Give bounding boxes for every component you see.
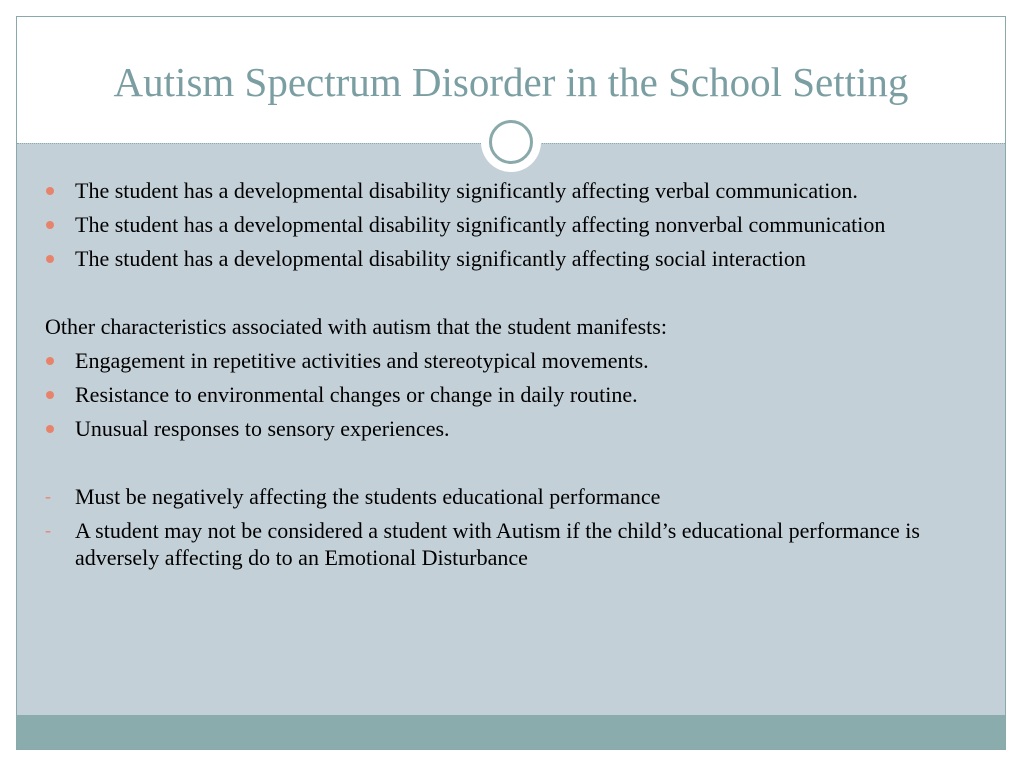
bullet-text: The student has a developmental disability significantly affecting nonverbal communication [75, 212, 886, 237]
bullet-text: Unusual responses to sensory experiences. [75, 416, 450, 441]
bullet-item [17, 415, 1005, 442]
bullet-text: The student has a developmental disability significantly affecting social interaction [75, 246, 806, 271]
bullet-item [17, 245, 1005, 272]
bullet-item [17, 211, 1005, 238]
slide-body [17, 177, 1005, 578]
slide [16, 16, 1006, 750]
spacer [17, 279, 1005, 313]
dash-text: A student may not be considered a student with Autism if the child’s educational performance is adversely affecting do to an Emotional Disturbance [75, 518, 920, 570]
bullet-dot-icon [46, 425, 54, 433]
dash-item [17, 517, 1005, 571]
dash-marker: - [45, 486, 51, 506]
bullet-item [17, 177, 1005, 204]
slide-title: Autism Spectrum Disorder in the School Setting [113, 59, 909, 105]
bullet-item [17, 381, 1005, 408]
bullet-text: Engagement in repetitive activities and stereotypical movements. [75, 348, 649, 373]
spacer [17, 449, 1005, 483]
bullet-dot-icon [46, 255, 54, 263]
bullet-dot-icon [46, 357, 54, 365]
dash-text: Must be negatively affecting the students educational performance [75, 484, 661, 509]
bullet-dot-icon [46, 221, 54, 229]
dash-item [17, 483, 1005, 510]
characteristics-heading: Other characteristics associated with autism that the student manifests: [45, 314, 667, 339]
bullet-text: The student has a developmental disability significantly affecting verbal communication. [75, 178, 858, 203]
bullet-item [17, 347, 1005, 374]
bullet-dot-icon [46, 187, 54, 195]
dash-marker: - [45, 520, 51, 540]
circle-ornament-icon [481, 112, 541, 172]
bullet-text: Resistance to environmental changes or change in daily routine. [75, 382, 638, 407]
ring-icon [489, 120, 533, 164]
bullet-dot-icon [46, 391, 54, 399]
footer-band [17, 715, 1005, 749]
